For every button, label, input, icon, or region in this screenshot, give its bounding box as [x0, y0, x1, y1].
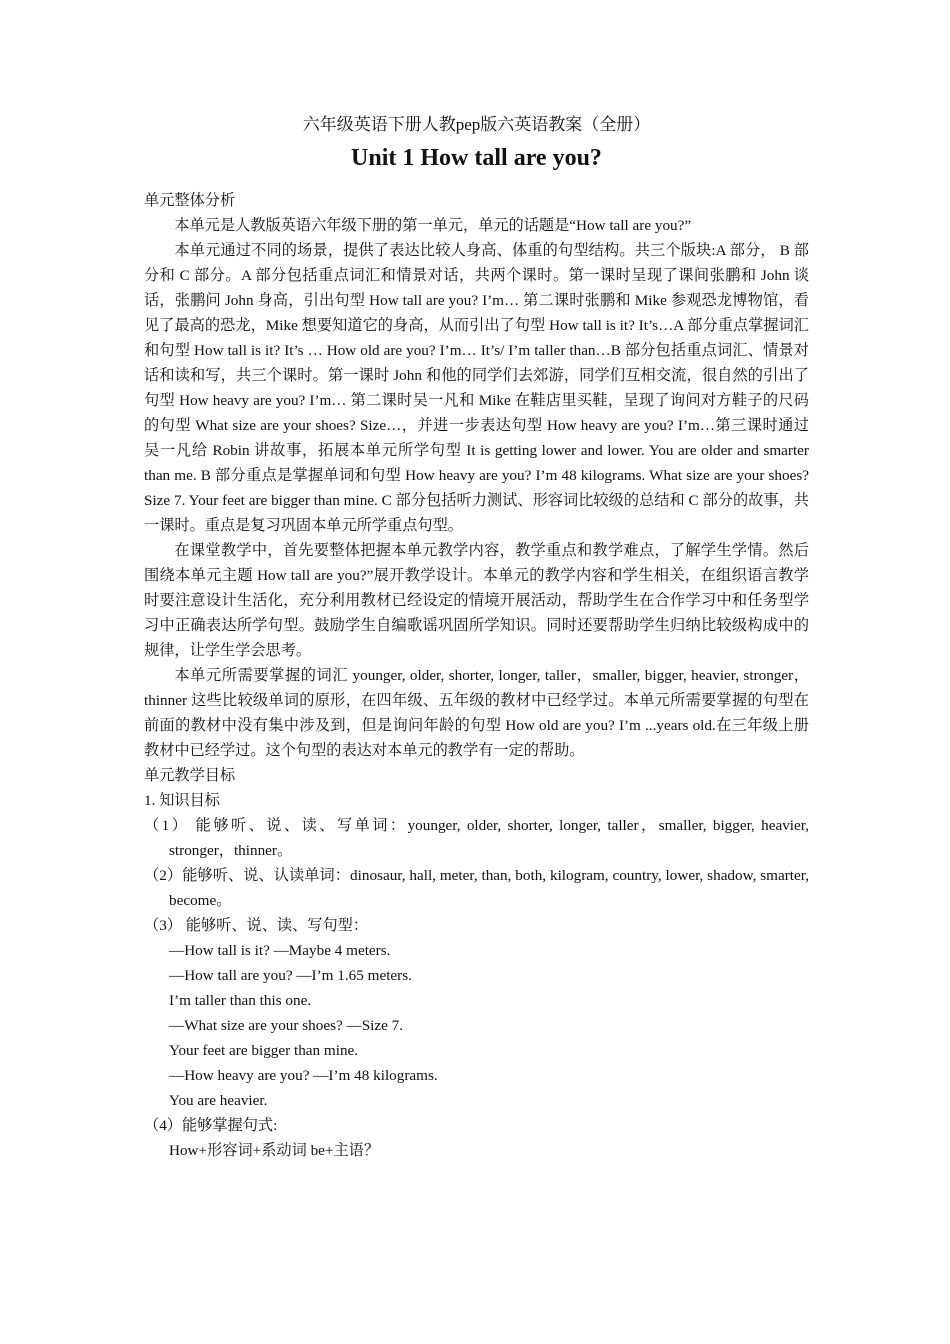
sentence-pattern: I’m taller than this one.	[169, 992, 312, 1009]
sentence-pattern: How+形容词+系动词 be+主语？	[169, 1142, 380, 1159]
goal-item: （4）能够掌握句式:	[144, 1117, 278, 1134]
sentence-pattern: —What size are your shoes? —Size 7.	[169, 1017, 404, 1034]
sentence-pattern: —How heavy are you? —I’m 48 kilograms.	[169, 1067, 438, 1084]
section-heading-analysis: 单元整体分析	[144, 192, 236, 209]
sentence-pattern: —How tall are you? —I’m 1.65 meters.	[169, 967, 412, 984]
section-heading-goals: 单元教学目标	[144, 767, 236, 784]
sentence-pattern: —How tall is it? —Maybe 4 meters.	[169, 942, 391, 959]
sentence-pattern: Your feet are bigger than mine.	[169, 1042, 359, 1059]
goal-item: （2）能够听、说、认读单词：dinosaur, hall, meter, than, both, kilogram, country, lower, shadow, smarter, become。	[144, 867, 809, 909]
analysis-paragraph: 在课堂教学中，首先要整体把握本单元教学内容，教学重点和教学难点，了解学生学情。然后围绕本单元主题 How tall are you?”展开教学设计。本单元的教学内容和学生相关，在组织语言教学时要注意设计生活化，充分利用教材已经设定的情境开展活动，帮助学生在合作学习中和任务型学习中正确表达所学句型。鼓励学生自编歌谣巩固所学知识。同时还要帮助学生归纳比较级构成中的规律，让学生学会思考。	[144, 542, 809, 659]
sentence-pattern: You are heavier.	[169, 1092, 268, 1109]
document-page	[144, 112, 809, 1163]
unit-title: Unit 1 How tall are you?	[351, 145, 602, 171]
analysis-paragraph: 本单元通过不同的场景，提供了表达比较人身高、体重的句型结构。共三个版块:A 部分， B 部分和 C 部分。A 部分包括重点词汇和情景对话，共两个课时。第一课时呈现了课间张鹏和 John 谈话，张鹏问 John 身高，引出句型 How tall are you? I’m… 第二课时张鹏和 Mike 参观恐龙博物馆，看见了最高的恐龙，Mike 想要知道它的身高，从而引出了句型 How tall is it? It’s…A 部分重点掌握词汇和句型 How tall is it? It’s … How old are you? I’m… It’s/ I’m taller than…B 部分包括重点词汇、情景对话和读和写，共三个课时。第一课时 John 和他的同学们去郊游，同学们互相交流，很自然的引出了句型 How heavy are you? I’m… 第二课时吴一凡和 Mike 在鞋店里买鞋，呈现了询问对方鞋子的尺码的句型 What size are your shoes? Size…，并进一步表达句型 How heavy are you? I’m…第三课时通过吴一凡给 Robin 讲故事，拓展本单元所学句型 It is getting lower and lower. You are older and smarter than me. B 部分重点是掌握单词和句型 How heavy are you? I’m 48 kilograms. What size are your shoes? Size 7. Your feet are bigger than mine. C 部分包括听力测试、形容词比较级的总结和 C 部分的故事，共一课时。重点是复习巩固本单元所学重点句型。	[144, 242, 809, 534]
goal-item: （3） 能够听、说、读、写句型：	[144, 917, 369, 934]
analysis-paragraph: 本单元所需要掌握的词汇 younger, older, shorter, longer, taller，smaller, bigger, heavier, stronger，thinner 这些比较级单词的原形，在四年级、五年级的教材中已经学过。本单元所需要掌握的句型在前面的教材中没有集中涉及到，但是询问年龄的句型 How old are you? I’m ...years old.在三年级上册教材中已经学过。这个句型的表达对本单元的教学有一定的帮助。	[144, 667, 809, 759]
document-title: 六年级英语下册人教pep版六英语教案（全册）	[302, 115, 651, 134]
goal-item: （1） 能够听、说、读、写单词：younger, older, shorter, longer, taller，smaller, bigger, heavier, stronger，thinner。	[144, 817, 809, 859]
analysis-paragraph: 本单元是人教版英语六年级下册的第一单元，单元的话题是“How tall are you?”	[174, 217, 692, 234]
knowledge-goal-heading: 1. 知识目标	[144, 792, 220, 809]
